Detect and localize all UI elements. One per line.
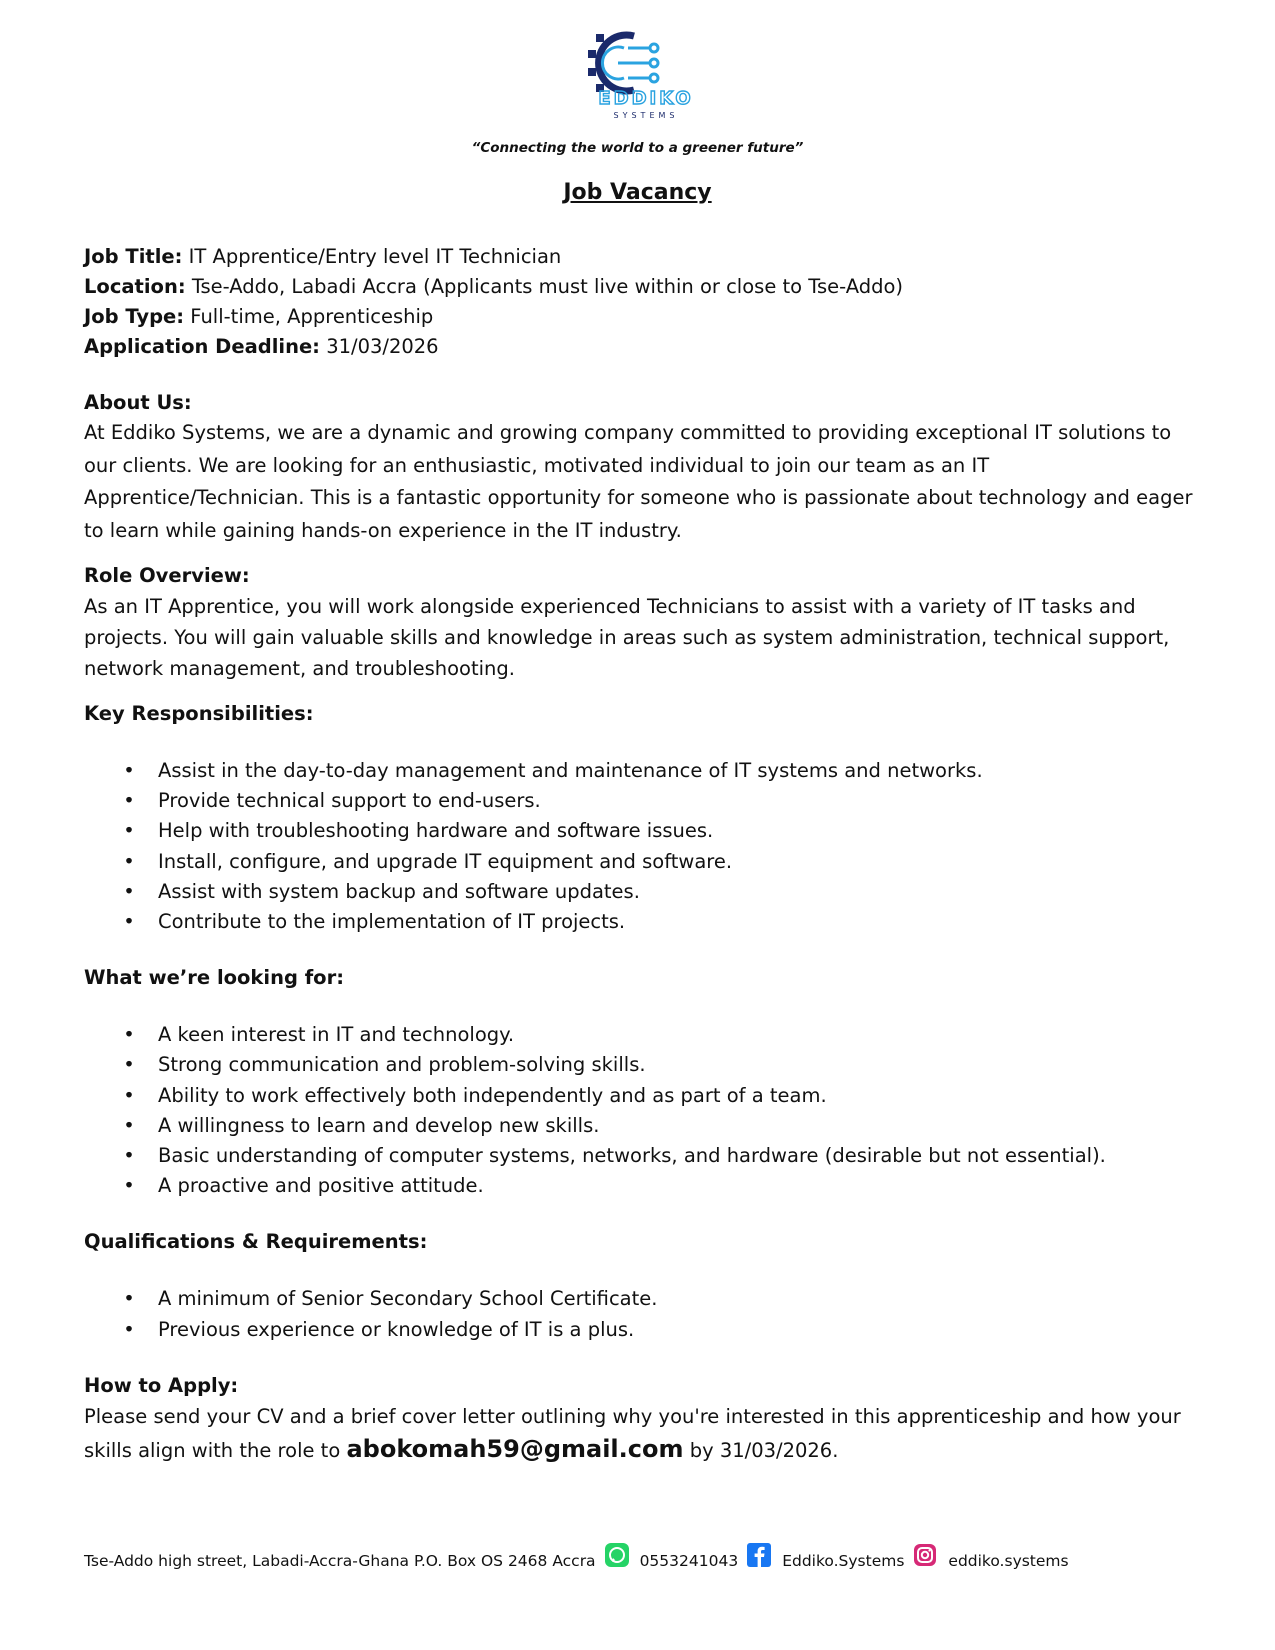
list-item: • A minimum of Senior Secondary School Certificate. <box>123 1287 658 1311</box>
document-body <box>84 242 1204 1468</box>
job-title-value: IT Apprentice/Entry level IT Technician <box>188 245 562 268</box>
logo-name: EDDIKO <box>598 88 694 109</box>
qualifications-title: Qualifications & Requirements: <box>84 1230 428 1254</box>
list-item: • A proactive and positive attitude. <box>123 1174 484 1198</box>
looking-for-title: What we’re looking for: <box>84 966 344 990</box>
footer-facebook[interactable]: Eddiko.Systems <box>782 1552 905 1570</box>
responsibilities-list <box>84 756 1204 937</box>
apply-text-before: Please send your CV and a brief cover letter outlining why you're interested in this apprenticeship and how your skills align with the role to <box>84 1404 1181 1463</box>
footer <box>84 1548 1069 1574</box>
footer-address: Tse-Addo high street, Labadi-Accra-Ghana P.O. Box OS 2468 Accra <box>84 1552 596 1570</box>
deadline-line <box>84 332 1204 362</box>
list-item: • A willingness to learn and develop new skills. <box>123 1113 600 1137</box>
list-item: • Contribute to the implementation of IT projects. <box>123 910 626 934</box>
job-info <box>84 242 1204 362</box>
apply-text-after: by 31/03/2026. <box>683 1439 839 1463</box>
job-type-line <box>84 302 1204 332</box>
qualifications-list <box>84 1284 1204 1344</box>
list-item: • Assist in the day-to-day management and maintenance of IT systems and networks. <box>123 759 983 782</box>
how-to-apply-text <box>84 1401 1204 1468</box>
tagline: “Connecting the world to a greener future” <box>471 140 804 156</box>
eddiko-logo <box>566 24 726 124</box>
job-title-label: Job Title: <box>84 245 183 268</box>
about-title: About Us: <box>84 391 192 414</box>
logo-sub: SYSTEMS <box>613 111 679 120</box>
location-label: Location: <box>84 275 186 298</box>
job-type-value: Full-time, Apprenticeship <box>190 305 434 328</box>
responsibilities-title: Key Responsibilities: <box>84 702 314 725</box>
list-item: • Assist with system backup and software updates. <box>123 879 640 903</box>
deadline-value: 31/03/2026 <box>326 335 439 358</box>
instagram-icon <box>912 1542 938 1568</box>
list-item: • Strong communication and problem-solving skills. <box>123 1053 646 1077</box>
list-item: • Help with troubleshooting hardware and software issues. <box>123 819 714 843</box>
list-item: • Previous experience or knowledge of IT is a plus. <box>123 1317 635 1341</box>
location-value: Tse-Addo, Labadi Accra (Applicants must live within or close to Tse-Addo) <box>191 275 904 298</box>
list-item: • Install, configure, and upgrade IT equipment and software. <box>123 849 733 873</box>
list-item: • A keen interest in IT and technology. <box>123 1023 515 1047</box>
role-title: Role Overview: <box>84 564 250 587</box>
facebook-icon <box>746 1542 772 1568</box>
page-title: Job Vacancy <box>563 180 712 205</box>
footer-phone[interactable]: 0553241043 <box>639 1552 739 1570</box>
looking-for-list <box>84 1020 1204 1201</box>
list-item: • Provide technical support to end-users. <box>123 789 541 813</box>
deadline-label: Application Deadline: <box>84 335 320 358</box>
role-text: As an IT Apprentice, you will work alongside experienced Technicians to assist with a variety of IT tasks and projects. You will gain valuable skills and knowledge in areas such as system administration, technical support, network management, and troubleshooting. <box>84 595 1170 680</box>
location-line <box>84 272 1204 302</box>
list-item: • Basic understanding of computer systems, networks, and hardware (desirable but not essential). <box>123 1144 1106 1168</box>
list-item: • Ability to work effectively both independently and as part of a team. <box>123 1083 827 1107</box>
whatsapp-icon <box>604 1542 630 1568</box>
how-to-apply-title: How to Apply: <box>84 1373 239 1397</box>
about-text: At Eddiko Systems, we are a dynamic and growing company committed to providing exceptional IT solutions to our clients. We are looking for an enthusiastic, motivated individual to join our team as an IT Apprentice/Technician. This is a fantastic opportunity for someone who is passionate about technology and eager to learn while gaining hands-on experience in the IT industry. <box>84 421 1193 542</box>
job-type-label: Job Type: <box>84 305 185 328</box>
footer-instagram[interactable]: eddiko.systems <box>948 1552 1069 1570</box>
job-title-line <box>84 242 1204 272</box>
apply-email[interactable]: abokomah59@gmail.com <box>346 1435 684 1464</box>
